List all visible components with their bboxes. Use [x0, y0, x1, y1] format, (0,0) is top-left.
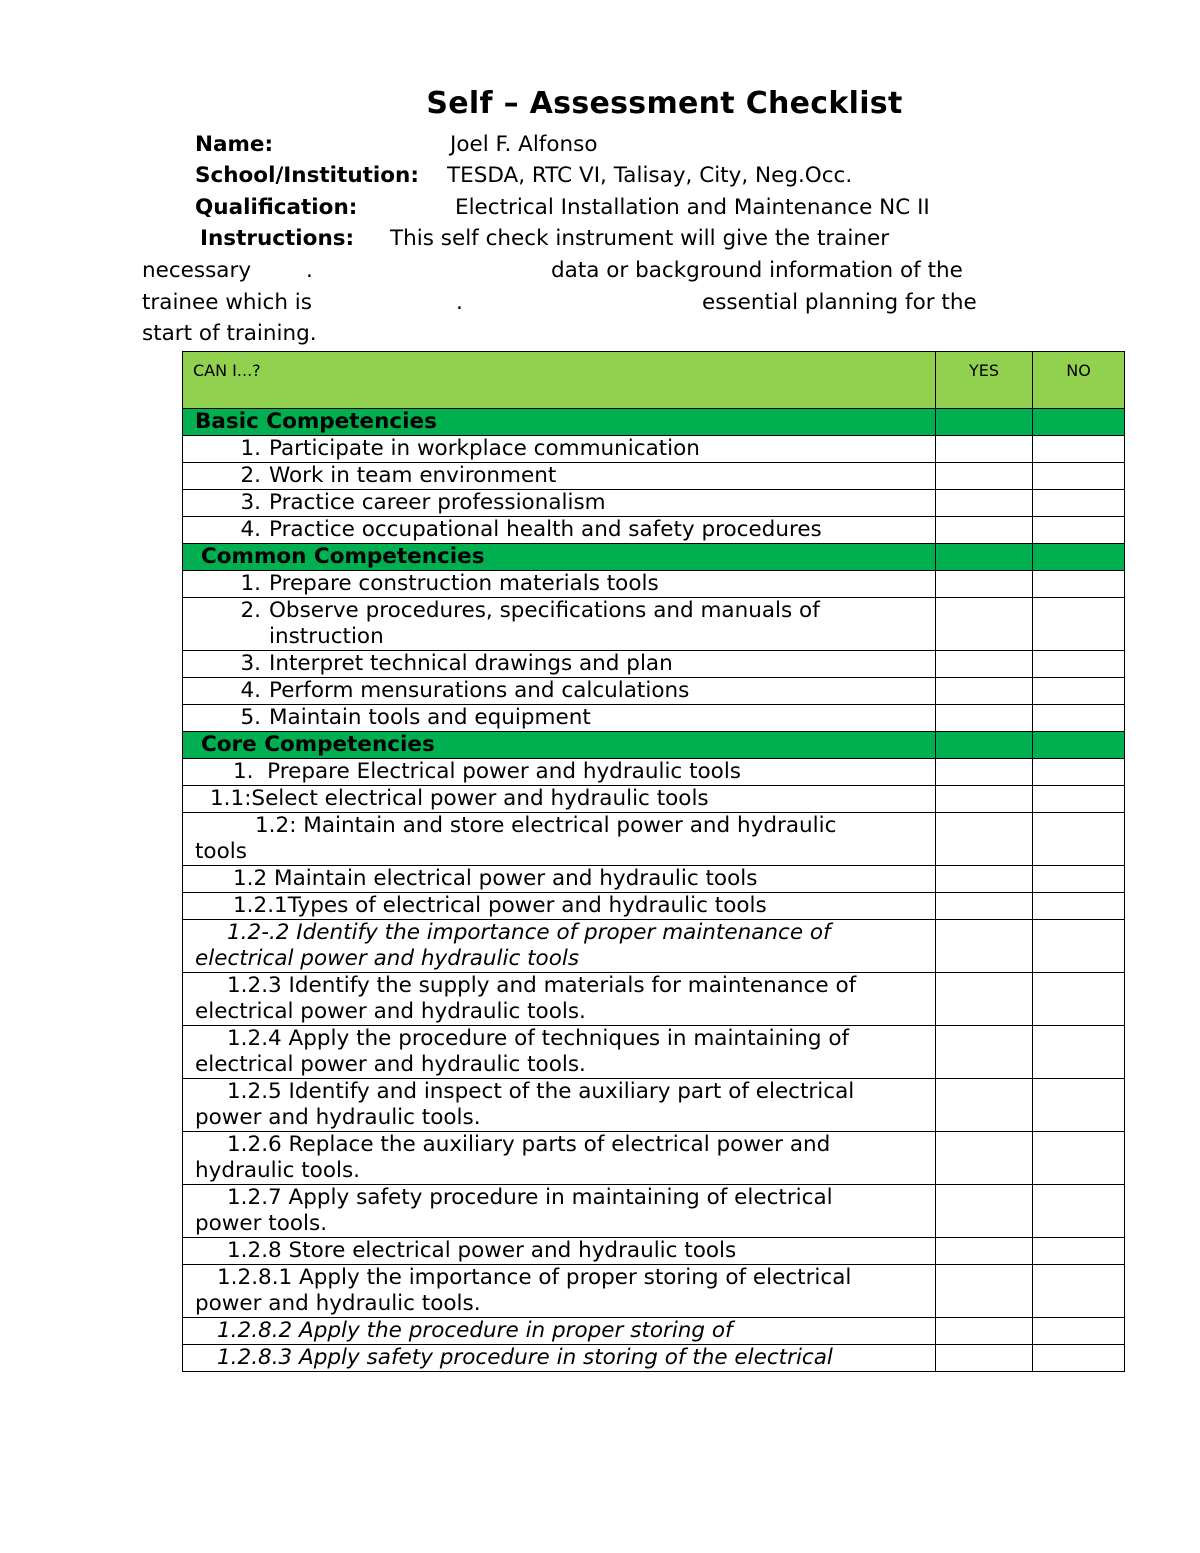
table-row	[183, 920, 1125, 973]
name-label: Name:	[195, 132, 274, 157]
yes-cell[interactable]	[936, 1318, 1033, 1345]
table-row	[183, 436, 1125, 463]
section-heading: Basic Competencies	[183, 409, 936, 436]
yes-cell[interactable]	[936, 544, 1033, 571]
item-text: 2. Work in team environment	[183, 463, 936, 490]
no-cell[interactable]	[1033, 598, 1125, 651]
yes-cell[interactable]	[936, 705, 1033, 732]
school-label: School/Institution:	[195, 163, 419, 188]
instructions-line-2b: .	[306, 258, 313, 283]
table-header-row	[183, 352, 1125, 409]
header-can: CAN I...?	[183, 352, 936, 409]
item-text: 1.1:Select electrical power and hydraulic tools	[183, 786, 936, 813]
item-text: 1.2.6 Replace the auxiliary parts of electrical power and hydraulic tools.	[183, 1132, 936, 1185]
yes-cell[interactable]	[936, 973, 1033, 1026]
no-cell[interactable]	[1033, 1238, 1125, 1265]
qualification-value: Electrical Installation and Maintenance NC II	[455, 195, 930, 220]
instructions-label: Instructions:	[200, 226, 355, 251]
no-cell[interactable]	[1033, 544, 1125, 571]
instructions-line-3c: essential planning for the	[702, 290, 977, 315]
no-cell[interactable]	[1033, 1185, 1125, 1238]
yes-cell[interactable]	[936, 920, 1033, 973]
no-cell[interactable]	[1033, 651, 1125, 678]
yes-cell[interactable]	[936, 678, 1033, 705]
item-text: 1. Participate in workplace communication	[183, 436, 936, 463]
header-yes: YES	[936, 352, 1033, 409]
yes-cell[interactable]	[936, 1079, 1033, 1132]
table-row	[183, 893, 1125, 920]
item-text: 2. Observe procedures, specifications and manuals of instruction	[183, 598, 936, 651]
table-row	[183, 1185, 1125, 1238]
table-row	[183, 651, 1125, 678]
yes-cell[interactable]	[936, 759, 1033, 786]
no-cell[interactable]	[1033, 759, 1125, 786]
no-cell[interactable]	[1033, 920, 1125, 973]
item-text: 3. Practice career professionalism	[183, 490, 936, 517]
table-row	[183, 1132, 1125, 1185]
yes-cell[interactable]	[936, 517, 1033, 544]
item-text: 1.2 Maintain electrical power and hydraulic tools	[183, 866, 936, 893]
section-heading: Core Competencies	[183, 732, 936, 759]
no-cell[interactable]	[1033, 732, 1125, 759]
table-row	[183, 490, 1125, 517]
no-cell[interactable]	[1033, 813, 1125, 866]
no-cell[interactable]	[1033, 866, 1125, 893]
item-text: 1. Prepare construction materials tools	[183, 571, 936, 598]
no-cell[interactable]	[1033, 409, 1125, 436]
table-row	[183, 571, 1125, 598]
item-text: 1.2: Maintain and store electrical power and hydraulic tools	[183, 813, 936, 866]
yes-cell[interactable]	[936, 571, 1033, 598]
no-cell[interactable]	[1033, 571, 1125, 598]
yes-cell[interactable]	[936, 1026, 1033, 1079]
no-cell[interactable]	[1033, 678, 1125, 705]
table-row	[183, 866, 1125, 893]
item-text: 1.2.8.3 Apply safety procedure in storing of the electrical	[183, 1345, 936, 1372]
section-core	[183, 732, 1125, 759]
yes-cell[interactable]	[936, 651, 1033, 678]
table-row	[183, 1318, 1125, 1345]
yes-cell[interactable]	[936, 409, 1033, 436]
no-cell[interactable]	[1033, 1079, 1125, 1132]
qualification-label: Qualification:	[195, 195, 358, 220]
item-text: 3. Interpret technical drawings and plan	[183, 651, 936, 678]
instructions-line-3a: trainee which is	[142, 290, 312, 315]
table-row	[183, 705, 1125, 732]
no-cell[interactable]	[1033, 463, 1125, 490]
yes-cell[interactable]	[936, 893, 1033, 920]
table-row	[183, 598, 1125, 651]
item-text: 1.2.8.2 Apply the procedure in proper storing of	[183, 1318, 936, 1345]
checklist-table	[182, 351, 1125, 1372]
table-row	[183, 1079, 1125, 1132]
section-heading: Common Competencies	[183, 544, 936, 571]
section-basic	[183, 409, 1125, 436]
item-text: 1.2.5 Identify and inspect of the auxiliary part of electrical power and hydraulic tools.	[183, 1079, 936, 1132]
yes-cell[interactable]	[936, 1265, 1033, 1318]
table-row	[183, 1345, 1125, 1372]
no-cell[interactable]	[1033, 1026, 1125, 1079]
table-row	[183, 1026, 1125, 1079]
no-cell[interactable]	[1033, 1265, 1125, 1318]
item-text: 1.2.3 Identify the supply and materials for maintenance of electrical power and hydraulic tools.	[183, 973, 936, 1026]
item-text: 1.2.8.1 Apply the importance of proper storing of electrical power and hydraulic tools.	[183, 1265, 936, 1318]
yes-cell[interactable]	[936, 1185, 1033, 1238]
yes-cell[interactable]	[936, 490, 1033, 517]
no-cell[interactable]	[1033, 1318, 1125, 1345]
item-text: 1.2.7 Apply safety procedure in maintaining of electrical power tools.	[183, 1185, 936, 1238]
yes-cell[interactable]	[936, 1345, 1033, 1372]
item-text: 4. Perform mensurations and calculations	[183, 678, 936, 705]
instructions-line-2a: necessary	[142, 258, 252, 283]
no-cell[interactable]	[1033, 973, 1125, 1026]
section-common	[183, 544, 1125, 571]
yes-cell[interactable]	[936, 463, 1033, 490]
item-text: 5. Maintain tools and equipment	[183, 705, 936, 732]
yes-cell[interactable]	[936, 732, 1033, 759]
no-cell[interactable]	[1033, 490, 1125, 517]
no-cell[interactable]	[1033, 436, 1125, 463]
item-text: 4. Practice occupational health and safety procedures	[183, 517, 936, 544]
yes-cell[interactable]	[936, 813, 1033, 866]
no-cell[interactable]	[1033, 517, 1125, 544]
yes-cell[interactable]	[936, 598, 1033, 651]
instructions-line-3b: .	[456, 290, 463, 315]
table-row	[183, 678, 1125, 705]
item-text: 1.2.8 Store electrical power and hydraulic tools	[183, 1238, 936, 1265]
no-cell[interactable]	[1033, 705, 1125, 732]
table-row	[183, 973, 1125, 1026]
item-text: 1.2.4 Apply the procedure of techniques in maintaining of electrical power and hydraulic tools.	[183, 1026, 936, 1079]
item-text: 1.2-.2 Identify the importance of proper maintenance of electrical power and hydraulic tools	[183, 920, 936, 973]
no-cell[interactable]	[1033, 786, 1125, 813]
page-title: Self – Assessment Checklist	[426, 86, 903, 121]
item-text: 1.2.1Types of electrical power and hydraulic tools	[183, 893, 936, 920]
no-cell[interactable]	[1033, 1345, 1125, 1372]
yes-cell[interactable]	[936, 866, 1033, 893]
no-cell[interactable]	[1033, 1132, 1125, 1185]
instructions-line-2c: data or background information of the	[551, 258, 963, 283]
yes-cell[interactable]	[936, 436, 1033, 463]
table-row	[183, 1265, 1125, 1318]
table-row	[183, 463, 1125, 490]
table-row	[183, 1238, 1125, 1265]
header-no: NO	[1033, 352, 1125, 409]
table-row	[183, 813, 1125, 866]
name-value: Joel F. Alfonso	[450, 132, 598, 157]
school-value: TESDA, RTC VI, Talisay, City, Neg.Occ.	[447, 163, 853, 188]
table-row	[183, 786, 1125, 813]
instructions-line-4: start of training.	[142, 321, 317, 346]
item-text: 1. Prepare Electrical power and hydraulic tools	[183, 759, 936, 786]
yes-cell[interactable]	[936, 1132, 1033, 1185]
yes-cell[interactable]	[936, 786, 1033, 813]
table-row	[183, 517, 1125, 544]
no-cell[interactable]	[1033, 893, 1125, 920]
table-row	[183, 759, 1125, 786]
yes-cell[interactable]	[936, 1238, 1033, 1265]
instructions-line-1: This self check instrument will give the trainer	[390, 226, 890, 251]
